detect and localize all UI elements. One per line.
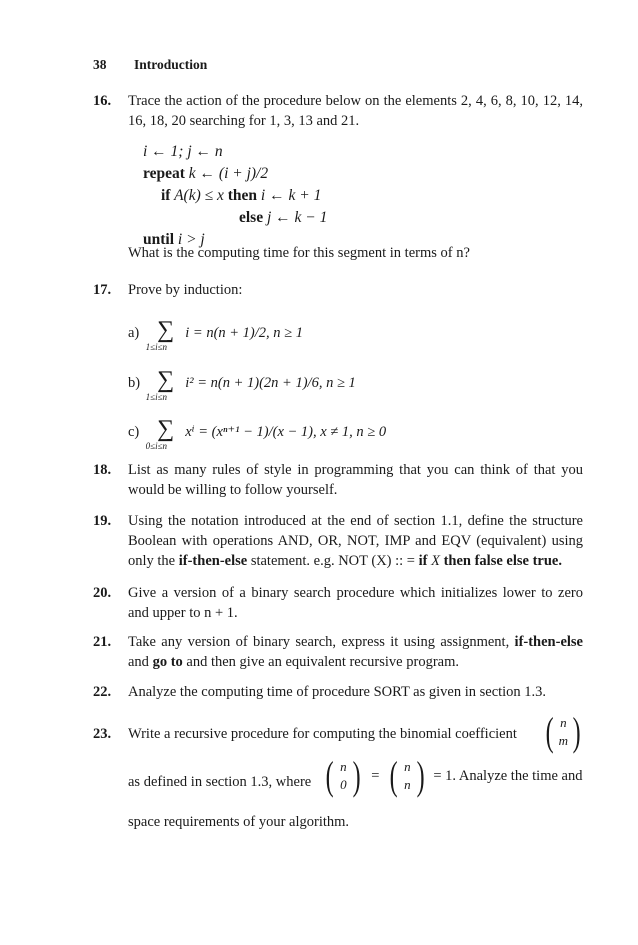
exercise-text: Take any version of binary search, express it using assignment, if-then-else and go to and then give an equivalent recursive program. <box>128 634 583 670</box>
exercise-21 <box>93 632 583 672</box>
exercise-number: 20. <box>93 585 112 601</box>
procedure-code <box>143 141 327 251</box>
exercise-text: Prove by induction: <box>128 282 243 298</box>
formula: xⁱ = (xⁿ⁺¹ − 1)/(x − 1), x ≠ 1, n ≥ 0 <box>185 424 387 440</box>
running-header <box>93 57 207 73</box>
exercise-19 <box>93 511 583 571</box>
exercise-number: 19. <box>93 513 112 529</box>
exercise-text: Write a recursive procedure for computing the binomial coefficient <box>128 726 517 742</box>
formula: i = n(n + 1)/2, n ≥ 1 <box>185 325 303 341</box>
exercise-16 <box>93 91 583 131</box>
binomial-identity: ( n 0 ) = ( n n ) = 1. Analyze the time and <box>325 753 583 798</box>
code-line-5: until i > j <box>143 231 205 248</box>
exercise-23-line3 <box>128 812 583 832</box>
binomial-n-m: ( n m ) <box>545 709 581 754</box>
exercise-text: Trace the action of the procedure below on the elements 2, 4, 6, 8, 10, 12, 14, 16, 18, 20 searching for 1, 3, 13 and 21. <box>128 93 583 129</box>
exercise-number: 21. <box>93 634 112 650</box>
code-line-2: repeat k ← (i + j)/2 <box>143 165 269 182</box>
text-space-requirements: space requirements of your algorithm. <box>128 814 350 830</box>
chapter-title: Introduction <box>134 57 208 72</box>
exercise-text: Analyze the computing time of procedure SORT as given in section 1.3. <box>128 684 547 700</box>
page-number: 38 <box>93 57 107 72</box>
exercise-text: Give a version of a binary search procedure which initializes lower to zero and upper to n + 1. <box>128 585 583 621</box>
sigma-symbol: ∑ 1≤i≤n <box>145 367 175 402</box>
code-line-1: i ← 1; j ← n <box>143 143 223 160</box>
sigma-symbol: ∑ 1≤i≤n <box>145 317 175 352</box>
exercise-number: 18. <box>93 462 112 478</box>
question-text: What is the computing time for this segment in terms of n? <box>128 245 470 261</box>
item-label: a) <box>128 325 140 341</box>
text-as-defined: as defined in section 1.3, where <box>128 774 312 790</box>
identity-b <box>128 367 356 402</box>
exercise-text: Using the notation introduced at the end of section 1.1, define the structure Boolean with operations AND, OR, NOT, IMP and EQV (equivalent) using only the if-then-else statement. e.g. NOT (X) :: = if X then false else true. <box>128 513 583 569</box>
exercise-23 <box>93 724 583 744</box>
sigma-symbol: ∑ 0≤i≤n <box>145 416 175 451</box>
identity-c <box>128 416 387 451</box>
exercise-17 <box>93 280 583 300</box>
exercise-number: 17. <box>93 282 112 298</box>
code-line-3: if A(k) ≤ x then i ← k + 1 <box>161 187 322 204</box>
exercise-text: List as many rules of style in programming that you can think of that you would be willing to follow yourself. <box>128 462 583 498</box>
exercise-number: 23. <box>93 726 112 742</box>
item-label: c) <box>128 424 140 440</box>
code-line-4: else j ← k − 1 <box>239 209 328 226</box>
exercise-16-question <box>93 243 583 263</box>
item-label: b) <box>128 375 141 391</box>
exercise-18 <box>93 460 583 500</box>
exercise-22 <box>93 682 583 702</box>
identity-a <box>128 317 303 352</box>
formula: i² = n(n + 1)(2n + 1)/6, n ≥ 1 <box>185 375 356 391</box>
exercise-20 <box>93 583 583 623</box>
exercise-number: 22. <box>93 684 112 700</box>
exercise-number: 16. <box>93 93 112 109</box>
